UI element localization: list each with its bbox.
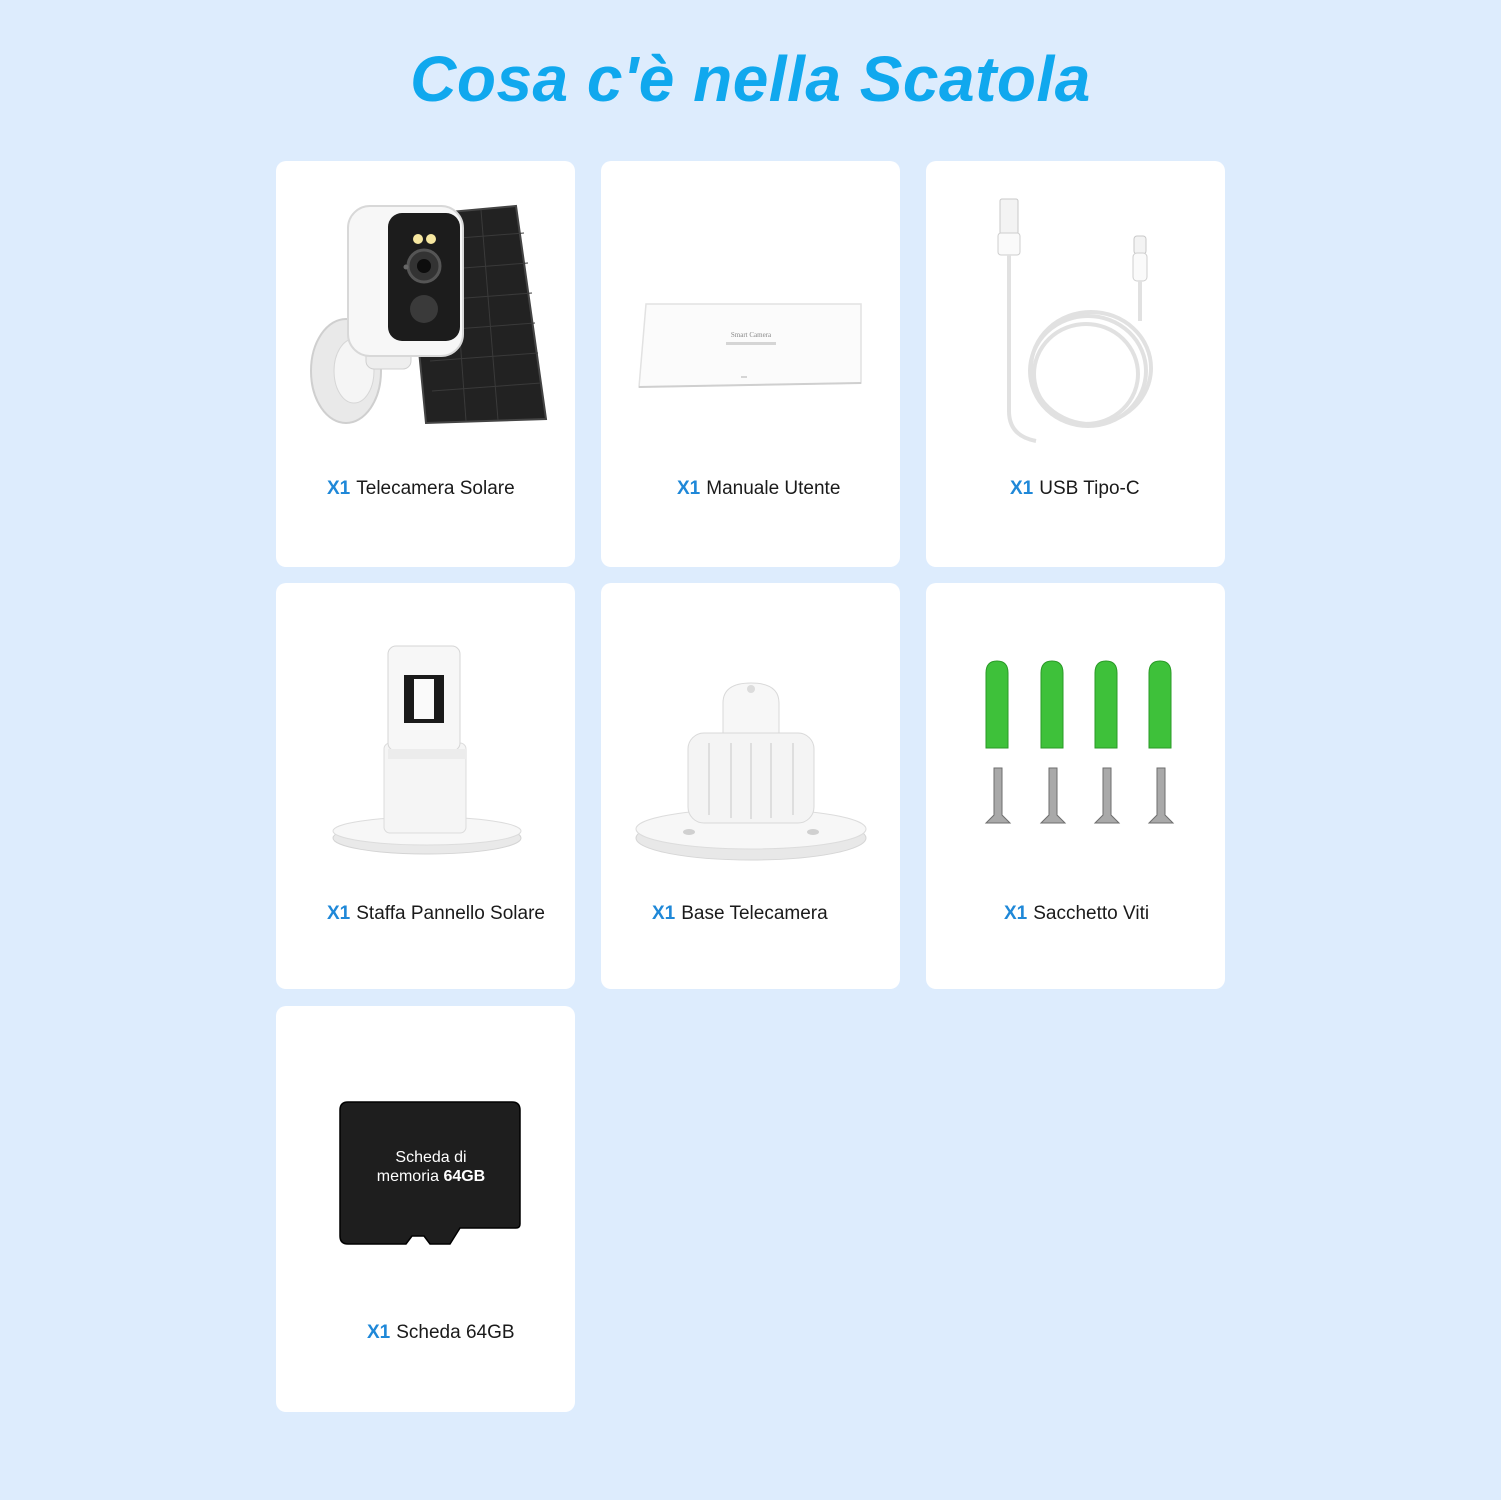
item-name: Base Telecamera: [681, 903, 828, 924]
manual-heading: Smart Camera: [730, 331, 772, 339]
card-camera-base: [601, 583, 900, 989]
item-qty: X1: [652, 903, 676, 924]
item-name: Manuale Utente: [706, 478, 841, 499]
usb-c-cable-icon: [926, 161, 1225, 461]
item-label: [276, 478, 626, 500]
memory-card-text: [341, 1148, 521, 1186]
card-screw-bag: [926, 583, 1225, 989]
item-qty: X1: [327, 478, 351, 499]
memory-card-capacity: 64GB: [443, 1168, 486, 1185]
item-name: Scheda 64GB: [396, 1322, 515, 1343]
item-label: [926, 478, 1309, 500]
item-qty: X1: [677, 478, 701, 499]
item-label: [926, 903, 1303, 925]
item-name: Telecamera Solare: [356, 478, 515, 499]
item-qty: X1: [367, 1322, 391, 1343]
card-memory-card: [276, 1006, 575, 1412]
memory-card-line2: memoria 64GB: [376, 1168, 486, 1185]
item-name: Staffa Pannello Solare: [356, 903, 545, 924]
item-qty: X1: [1004, 903, 1028, 924]
item-name: Sacchetto Viti: [1033, 903, 1150, 924]
solar-camera-icon: [276, 161, 575, 461]
card-solar-bracket: [276, 583, 575, 989]
card-solar-camera: [276, 161, 575, 567]
camera-base-icon: [601, 583, 900, 883]
page-title: Cosa c'è nella Scatola: [410, 43, 1091, 115]
item-label: [276, 903, 626, 925]
card-usb-cable: [926, 161, 1225, 567]
item-name: USB Tipo-C: [1039, 478, 1140, 499]
item-label: [601, 903, 951, 925]
item-qty: X1: [327, 903, 351, 924]
card-user-manual: [601, 161, 900, 567]
screw-bag-icon: [926, 583, 1225, 883]
item-label: [276, 1322, 666, 1344]
user-manual-icon: [601, 161, 900, 461]
solar-panel-bracket-icon: [276, 583, 575, 883]
item-qty: X1: [1010, 478, 1034, 499]
item-label: [601, 478, 976, 500]
memory-card-line1: Scheda di: [395, 1149, 467, 1166]
